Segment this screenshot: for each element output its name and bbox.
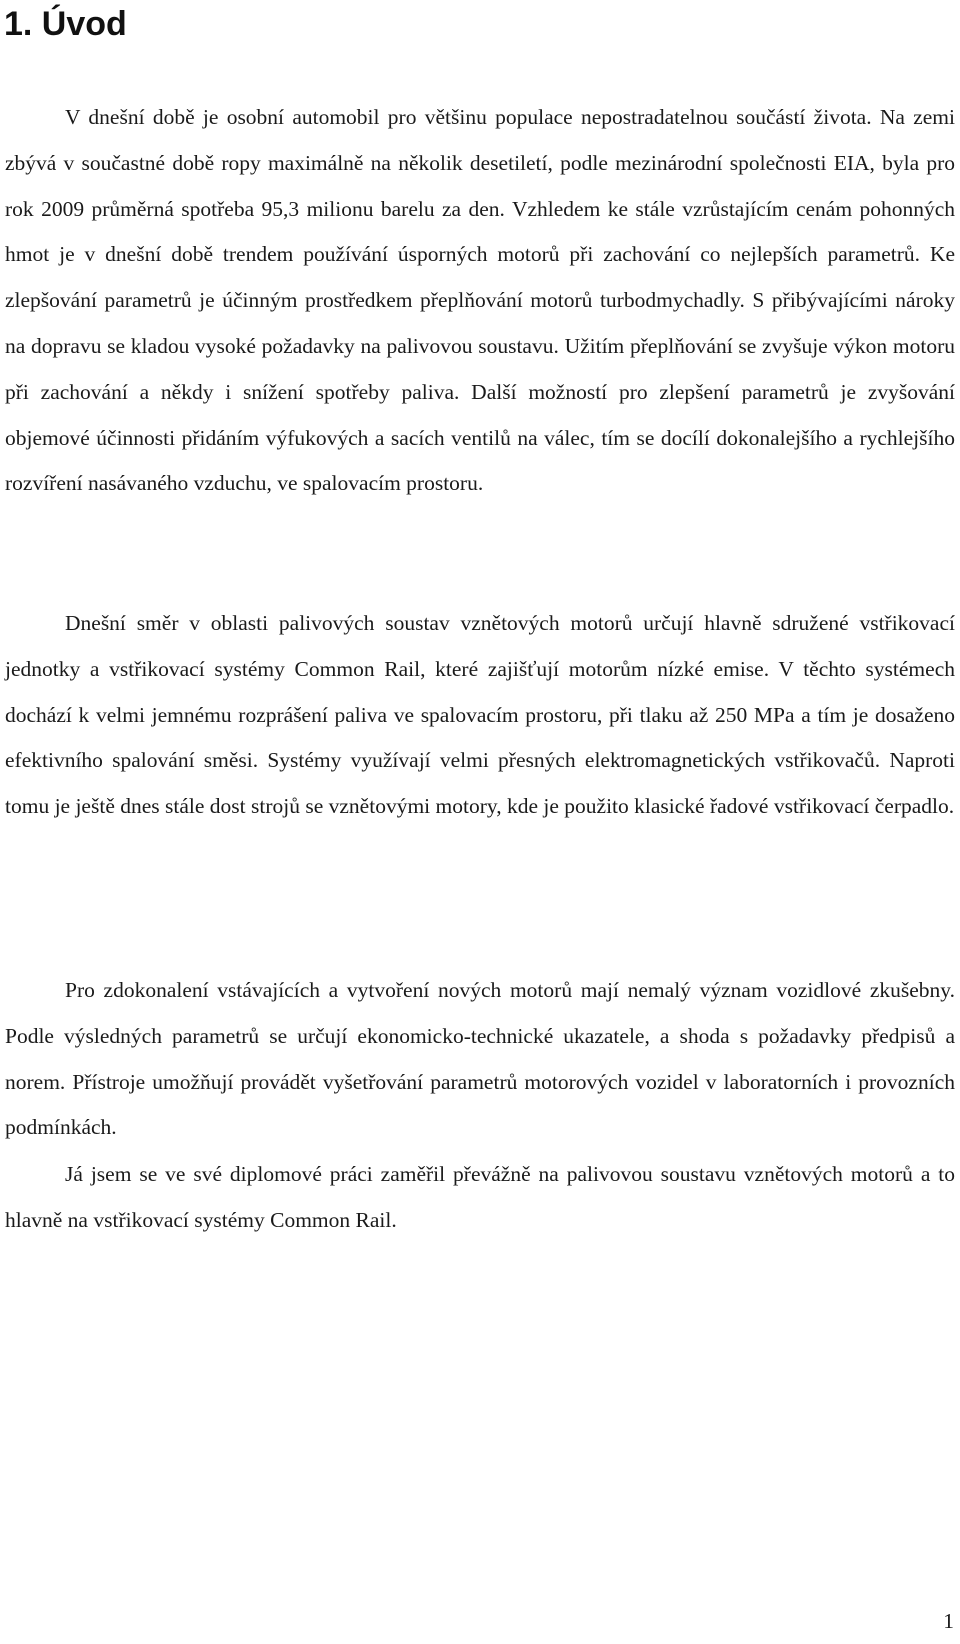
paragraph-test-benches: Pro zdokonalení vstávajících a vytvoření nových motorů mají nemalý význam vozidlové zkušebny. Podle výsledných parametrů se určují ekonomicko-technické ukazatele, a shoda s požadavky předpisů a norem. Přístroje umožňují provádět vyšetřování parametrů motorových vozidel v laboratorních i provozních podmínkách. — [5, 978, 955, 1140]
page-number: 1 — [943, 1609, 954, 1633]
paragraph-intro: V dnešní době je osobní automobil pro většinu populace nepostradatelnou součástí života. Na zemi zbývá v součastné době ropy maximálně na několik desetiletí, podle mezinárodní společnosti EIA, byla pro rok 2009 průměrná spotřeba 95,3 milionu barelu za den. Vzhledem ke stále vzrůstajícím cenám pohonných hmot je v dnešní době trendem používání úsporných motorů při zachování co nejlepších parametrů. Ke zlepšování parametrů je účinným prostředkem přeplňování motorů turbodmychadly. S přibývajícími nároky na dopravu se kladou vysoké požadavky na palivovou soustavu. Užitím přeplňování se zvyšuje výkon motoru při zachování a někdy i snížení spotřeby paliva. Další možností pro zlepšení parametrů je zvyšování objemové účinnosti přidáním výfukových a sacích ventilů na válec, tím se docílí dokonalejšího a rychlejšího rozvíření nasávaného vzduchu, ve spalovacím prostoru. — [5, 105, 955, 496]
chapter-heading: 1. Úvod — [4, 5, 127, 43]
paragraph-fuel-systems: Dnešní směr v oblasti palivových soustav vznětových motorů určují hlavně sdružené vstřikovací jednotky a vstřikovací systémy Common Rail, které zajišťují motorům nízké emise. V těchto systémech dochází k velmi jemnému rozprášení paliva ve spalovacím prostoru, při tlaku až 250 MPa a tím je dosaženo efektivního spalování směsi. Systémy využívají velmi přesných elektromagnetických vstřikovačů. Naproti tomu je ještě dnes stále dost strojů se vznětovými motory, kde je použito klasické řadové vstřikovací čerpadlo. — [5, 611, 955, 819]
paragraph-thesis-focus: Já jsem se ve své diplomové práci zaměřil převážně na palivovou soustavu vznětových motorů a to hlavně na vstřikovací systémy Common Rail. — [5, 1162, 955, 1232]
